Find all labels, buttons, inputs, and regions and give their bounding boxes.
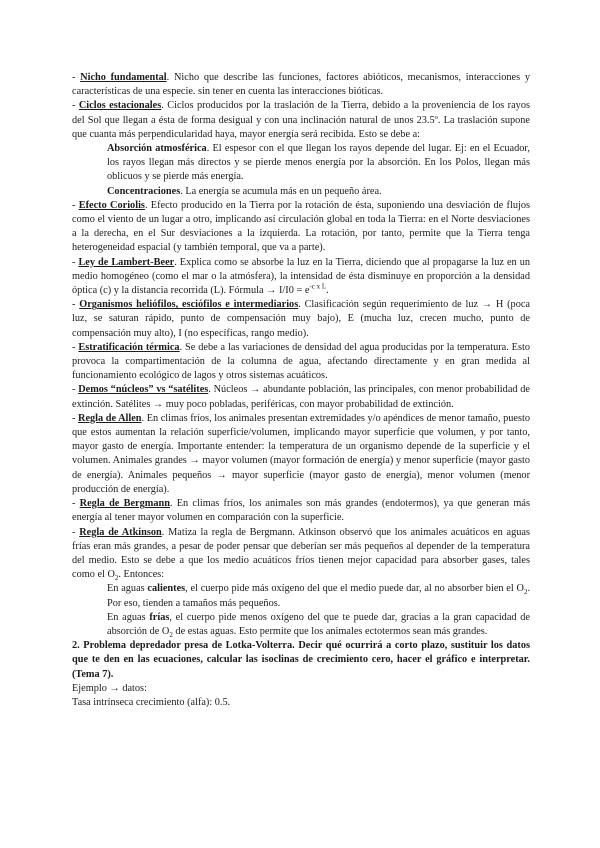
definition-end: . Entonces: [118, 569, 165, 581]
entry-organismos [72, 298, 530, 341]
bullet-dash: - [72, 100, 79, 112]
o2-subscript: 2 [114, 574, 119, 583]
definition-text: . Explica como se absorbe la luz en la Tierra, diciendo que al propagarse la luz en un medio homogéneo (como el mar o la atmósfera), la intensidad de ésta disminuye en proporción a la densidad óptica (c) y la distancia recorrida (L). Fórmula → I/I0 = e [72, 256, 530, 297]
definition-text: . En climas fríos, los animales son más grandes (endotermos), ya que generan más energía al tener mayor volumen en comparación con la superficie. [72, 498, 531, 524]
bullet-dash: - [72, 299, 80, 311]
term-calientes: calientes [147, 583, 186, 595]
sub-entry-aguas-frias [72, 611, 530, 639]
definition-text: . Nicho que describe las funciones, factores abióticos, mecanismos, interacciones y características de una especie. sin tener en cuenta las interacciones bióticas. [72, 72, 530, 98]
term-organismos: Organismos heliófilos, esciófilos e intermediarios [79, 299, 299, 311]
entry-demos [72, 383, 530, 411]
definition-text: . Núcleos → abundante población, las principales, con menor probabilidad de extinción. Satélites → muy poco pobladas, periféricas, con mayor probabilidad de extinción. [72, 384, 531, 410]
bullet-dash: - [72, 199, 79, 211]
term-frias: frías [149, 611, 170, 623]
o2-subscript: 2 [169, 630, 173, 639]
bullet-dash: - [72, 72, 81, 83]
term-ciclos-estacionales: Ciclos estacionales [78, 100, 162, 112]
bullet-dash: - [72, 412, 79, 424]
example-line: Ejemplo → datos: [72, 682, 147, 694]
term-regla-allen: Regla de Allen [78, 412, 142, 424]
entry-nicho-fundamental [72, 71, 530, 99]
bullet-dash: - [72, 384, 79, 396]
definition-text: . Matiza la regla de Bergmann. Atkinson observó que los animales acuáticos en aguas frías eran más grandes, a pesar de poder pensar que deberían ser más pequeños al depender de la temperatura del medio. Esto se debe a que los medio acuáticos fríos tienen mejor capacidad para absorber gases, tales como el O [72, 526, 530, 581]
o2-subscript: 2 [523, 588, 528, 597]
entry-efecto-coriolis [72, 199, 530, 256]
entry-lambert-beer [72, 256, 530, 299]
entry-regla-bergmann [72, 497, 530, 525]
definition-text: . El espesor con el que llegan los rayos depende del lugar. Ej: en el Ecuador, los rayos llegan más directos y se pierde menos energía por la absorción. En los Polos, llegan más oblicuos y se pierde más energía. [107, 143, 530, 183]
sub-text: En aguas [107, 583, 148, 595]
term-estratificacion-termica: Estratificación térmica [78, 341, 180, 353]
sub-entry-concentraciones [72, 185, 530, 199]
entry-regla-atkinson [72, 526, 530, 583]
sub-text: , el cuerpo pide menos oxígeno del que te puede dar, gracias a la gran capacidad de absorción de O [107, 611, 530, 637]
sub-text: . Por eso, tienden a tamaños más pequeños. [107, 583, 531, 609]
definition-text: . Se debe a las variaciones de densidad del agua producidas por la temperatura. Esto provoca la compartimentación de la columna de agua, afectando directamente y en gran medida al funcionamiento ecológico de lagos y otros sistemas acuáticos. [72, 341, 530, 382]
term-nicho-fundamental: Nicho fundamental [80, 72, 167, 83]
term-lambert-beer: Ley de Lambert-Beer [78, 256, 175, 268]
entry-estratificacion [72, 341, 530, 384]
term-regla-bergmann: Regla de Bergmann [79, 498, 170, 510]
term-demos: Demos “núcleos” vs “satélites [78, 384, 209, 396]
document-page [72, 71, 530, 710]
bullet-dash: - [72, 526, 80, 538]
sub-text: En aguas [107, 611, 150, 623]
sub-entry-absorcion [72, 142, 530, 185]
term-efecto-coriolis: Efecto Coriolis [78, 199, 145, 211]
entry-ciclos-estacionales [72, 99, 530, 142]
growth-rate-line: Tasa intrínseca crecimiento (alfa): 0.5. [72, 696, 231, 708]
sub-entry-aguas-calientes [72, 582, 530, 610]
definition-text: . Clasificación según requerimiento de luz → H (poca luz, se saturan rápido, punto de compensación muy bajo), E (mucha luz, crecen mucho, punto de compensación muy alto), I (no específicas, rango medio). [72, 299, 530, 339]
term-concentraciones: Concentraciones [107, 185, 181, 197]
formula-exponent: -c x L [309, 282, 327, 291]
section-2-title: 2. Problema depredador presa de Lotka-Volterra. Decir qué ocurrirá a corto plazo, sustituir los datos que te den en las ecuaciones, calcular las isoclinas de crecimiento cero, hacer el gráfico e interpretar. (Tema 7). [72, 640, 530, 680]
term-absorcion-atmosferica: Absorción atmosférica [107, 143, 207, 155]
definition-text: . Ciclos producidos por la traslación de la Tierra, debido a la proveniencia de los rayos del Sol que llegan a ésta de forma desigual y con una inclinación natural de unos 23.5º. La traslación supone que cuanta más perpendicularidad haya, mayor energía será recibida. Esto se debe a: [72, 100, 530, 140]
bullet-dash: - [72, 341, 79, 353]
definition-text: . En climas fríos, los animales presentan extremidades y/o apéndices de menor tamaño, puesto que estos aumentan la relación superficie/volumen, implicando mayor superficie que volumen, y por tanto, mayor gasto de energía. Importante entender: la temperatura de un organismo depende de la superficie y el volumen. Animales grandes → mayor volumen (mayor formación de energía) y menor superficie (mayor gasto de energía). Animales pequeños → mayor superficie (mayor gasto de energía), menor volumen (menor producción de energía). [72, 412, 530, 495]
definition-end: . [326, 285, 329, 297]
bullet-dash: - [72, 256, 79, 268]
sub-text: , el cuerpo pide más oxígeno del que el medio puede dar, al no absorber bien el O [185, 583, 524, 595]
bullet-dash: - [72, 498, 80, 510]
sub-text: de estas aguas. Esto permite que los animales ectotermos sean más grandes. [172, 625, 488, 637]
definition-text: . Efecto producido en la Tierra por la rotación de ésta, suponiendo una desviación de flujos como el viento de un lugar a otro, implicando así circulación global en toda la Tierra: en el Norte desviaciones a la derecha, en el Sur desviaciones a la izquierda. La rotación, por tanto, permite que la Tierra tenga heterogeneidad espacial (y también temporal, que va a parte). [72, 199, 530, 254]
term-regla-atkinson: Regla de Atkinson [79, 526, 162, 538]
definition-text: . La energía se acumula más en un pequeño área. [180, 185, 382, 197]
entry-regla-allen [72, 412, 530, 497]
